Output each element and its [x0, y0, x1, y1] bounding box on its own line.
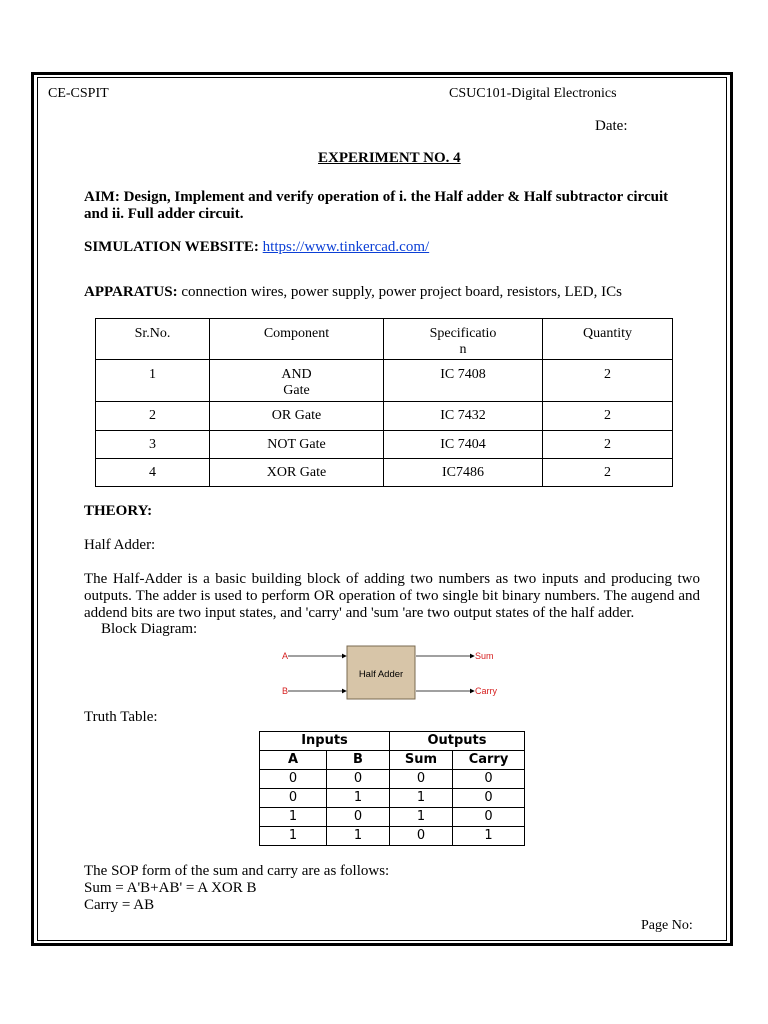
experiment-title: EXPERIMENT NO. 4: [318, 150, 461, 166]
column-header: A: [260, 751, 327, 770]
table-cell: XOR Gate: [210, 459, 384, 487]
table-cell: IC7486: [384, 459, 543, 487]
table-cell: 2: [543, 360, 673, 402]
apparatus-label: APPARATUS:: [84, 284, 178, 300]
table-cell: 1: [327, 827, 390, 846]
table-cell: 1: [390, 808, 453, 827]
output-carry-label: Carry: [475, 686, 497, 696]
table-cell: 2: [96, 402, 210, 431]
table-cell: 0: [260, 770, 327, 789]
header-cell: Quantity: [543, 319, 673, 360]
table-cell: 0: [453, 770, 525, 789]
sop-intro: The SOP form of the sum and carry are as follows:: [84, 863, 390, 879]
table-row: [260, 770, 525, 789]
simulation-link[interactable]: https://www.tinkercad.com/: [262, 239, 430, 255]
table-cell: NOT Gate: [210, 431, 384, 459]
header-left: CE-CSPIT: [48, 86, 109, 101]
header-right: CSUC101-Digital Electronics: [449, 86, 617, 101]
table-cell: 2: [543, 431, 673, 459]
theory-heading: THEORY:: [84, 503, 153, 519]
table-cell: 1: [390, 789, 453, 808]
table-row: [260, 789, 525, 808]
half-adder-block-diagram: [270, 640, 510, 710]
table-cell: 1: [327, 789, 390, 808]
header-cell: [384, 319, 543, 360]
table-cell: 0: [327, 770, 390, 789]
apparatus-text: connection wires, power supply, power project board, resistors, LED, ICs: [181, 284, 622, 300]
half-adder-paragraph: The Half-Adder is a basic building block of adding two numbers as two inputs and producing two outputs. The adder is used to perform OR operation of two single bit binary numbers. The augend and addend bits are two input states, and 'carry' and 'sum 'are two output states of the half adder.: [84, 571, 700, 621]
header-cell-line: n: [459, 342, 467, 357]
table-cell: 1: [453, 827, 525, 846]
table-cell: 0: [260, 789, 327, 808]
table-cell: OR Gate: [210, 402, 384, 431]
table-cell: IC 7408: [384, 360, 543, 402]
sop-carry: Carry = AB: [84, 897, 155, 913]
truth-table-header-row: [260, 751, 525, 770]
simulation-line: [84, 239, 429, 256]
header-cell: Sr.No.: [96, 319, 210, 360]
outputs-group-header: Outputs: [390, 732, 525, 751]
column-header: Carry: [453, 751, 525, 770]
column-header: Sum: [390, 751, 453, 770]
header-cell: Component: [210, 319, 384, 360]
table-cell: 1: [260, 808, 327, 827]
output-sum-label: Sum: [475, 651, 494, 661]
table-row: [260, 827, 525, 846]
input-b-label: B: [282, 686, 289, 696]
components-table: [95, 318, 673, 487]
half-adder-box-label: Half Adder: [358, 669, 404, 680]
table-cell: 3: [96, 431, 210, 459]
table-cell: 0: [453, 808, 525, 827]
aim-line-1: AIM: Design, Implement and verify operation of i. the Half adder & Half subtractor circuit: [84, 189, 669, 205]
table-header-row: [96, 319, 673, 360]
table-cell: [210, 360, 384, 402]
table-row: [96, 431, 673, 459]
table-cell: 0: [390, 827, 453, 846]
block-diagram-label: Block Diagram:: [101, 621, 198, 637]
truth-table-group-row: [260, 732, 525, 751]
truth-table-label: Truth Table:: [84, 709, 158, 725]
table-cell: IC 7432: [384, 402, 543, 431]
table-cell: 2: [543, 402, 673, 431]
sop-sum: Sum = A'B+AB' = A XOR B: [84, 880, 257, 896]
table-cell: 1: [96, 360, 210, 402]
table-cell: IC 7404: [384, 431, 543, 459]
table-cell-line: AND: [281, 367, 312, 382]
table-cell: 0: [453, 789, 525, 808]
table-cell-line: Gate: [283, 383, 310, 398]
column-header: B: [327, 751, 390, 770]
inputs-group-header: Inputs: [260, 732, 390, 751]
truth-table: [259, 731, 525, 846]
header-cell-line: Specificatio: [429, 326, 497, 341]
table-row: [260, 808, 525, 827]
table-row: [96, 360, 673, 402]
input-a-label: A: [282, 651, 289, 661]
table-cell: 4: [96, 459, 210, 487]
table-row: [96, 459, 673, 487]
table-cell: 2: [543, 459, 673, 487]
table-cell: 0: [390, 770, 453, 789]
simulation-label: SIMULATION WEBSITE:: [84, 239, 259, 255]
aim-line-2: and ii. Full adder circuit.: [84, 206, 244, 222]
table-row: [96, 402, 673, 431]
table-cell: 0: [327, 808, 390, 827]
half-adder-label: Half Adder:: [84, 537, 156, 553]
page-number-label: Page No:: [641, 918, 693, 933]
date-label: Date:: [595, 118, 628, 134]
table-cell: 1: [260, 827, 327, 846]
apparatus-line: [84, 284, 622, 301]
